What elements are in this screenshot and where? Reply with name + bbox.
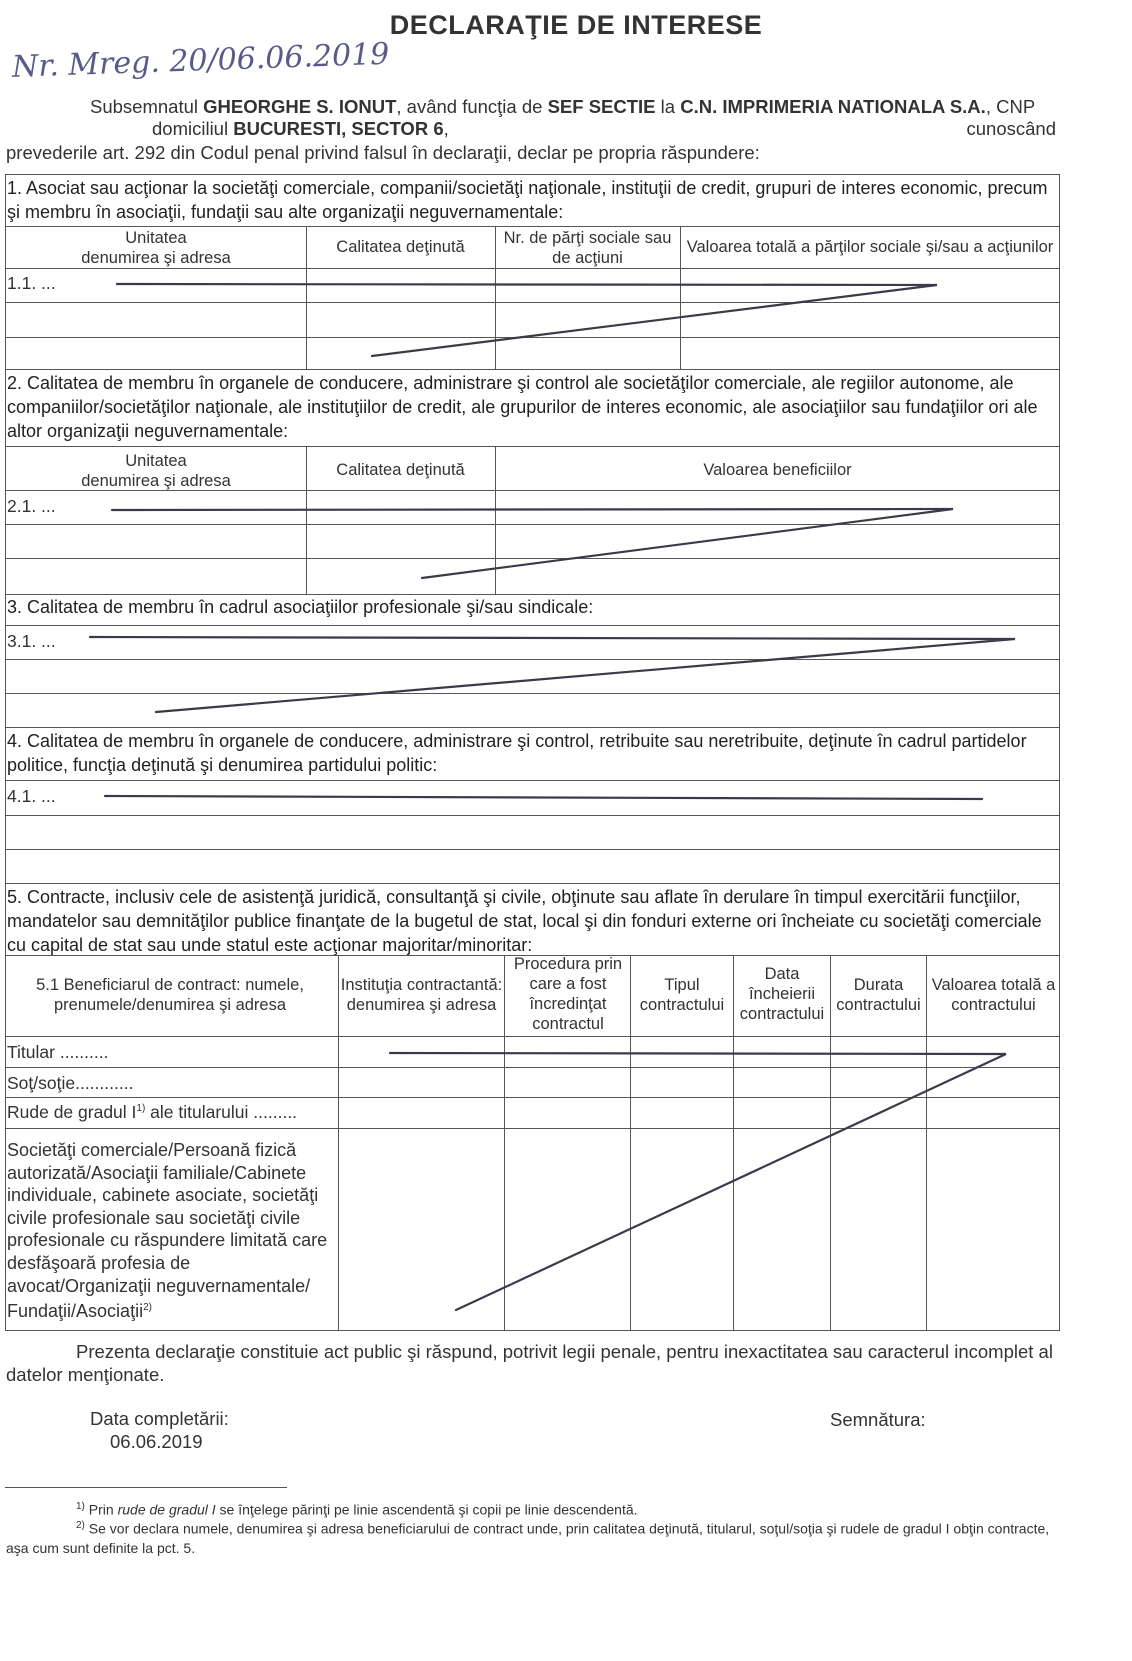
- footnote-divider: [5, 1487, 287, 1488]
- date-value: 06.06.2019: [110, 1431, 203, 1452]
- header-line: de acţiuni: [552, 249, 623, 267]
- footnote-emphasis: rude de gradul I: [117, 1501, 216, 1518]
- s1-row-label: 1.1. ...: [7, 273, 56, 293]
- footnote-2: [6, 1516, 1060, 1558]
- strike-z-section5: [390, 1053, 1006, 1310]
- s5-col-institutia: Instituţia contractantă: denumirea şi adresa: [340, 976, 503, 1014]
- s5-row-titular: Titular ..........: [7, 1042, 109, 1062]
- header-line: Unitatea: [125, 229, 187, 247]
- intro-domiciliul: domiciliul: [152, 118, 229, 139]
- intro-subsemnatul: Subsemnatul: [90, 96, 198, 117]
- section4-text: 4. Calitatea de membru în organele de conducere, administrare şi control, retribuite sau neretribuite, deţinute în cadrul partidelor politice, funcţia deţinută şi denumirea partidului politic:: [7, 731, 1027, 775]
- row-text: ale titularului .........: [145, 1102, 298, 1122]
- section3-text: 3. Calitatea de membru în cadrul asociaţiilor profesionale şi/sau sindicale:: [7, 597, 594, 617]
- section1-text: 1. Asociat sau acţionar la societăţi comerciale, companii/societăţi naţionale, instituţii de credit, grupuri de interes economic, precum şi membru în asociaţii, fundaţii sau alte organizaţii neguvernamentale:: [7, 178, 1048, 222]
- s2-col-calitatea: Calitatea deţinută: [336, 461, 465, 479]
- declarant-address: BUCURESTI, SECTOR 6: [233, 118, 444, 139]
- footnote-ref: 2): [143, 1302, 152, 1314]
- header-line: Unitatea: [125, 452, 187, 470]
- footnote-text: Se vor declara numele, denumirea şi adresa beneficiarului de contract unde, prin calitatea deţinută, titularul, soţul/soţia şi rudele de gradul I obţin contracte, aşa cum sunt definite la pct. 5.: [6, 1520, 1050, 1556]
- declarant-institution: C.N. IMPRIMERIA NATIONALA S.A.: [680, 96, 986, 117]
- s5-col-beneficiar: 5.1 Beneficiarul de contract: numele, prenumele/denumirea şi adresa: [36, 976, 304, 1014]
- footnote-mark: 2): [76, 1520, 85, 1531]
- s5-col-valoarea: Valoarea totală a contractului: [931, 976, 1056, 1014]
- s3-row-label: 3.1. ...: [7, 631, 56, 651]
- s4-row-label: 4.1. ...: [7, 786, 56, 806]
- strike-z-section2: [112, 509, 953, 578]
- date-label: Data completării:: [90, 1408, 229, 1429]
- intro-comma: ,: [443, 118, 449, 139]
- s5-col-data: Data încheierii contractului: [739, 965, 825, 1023]
- footnote-text: Prin: [88, 1501, 118, 1518]
- row-text: Societăţi comerciale/Persoană fizică autorizată/Asociaţii familiale/Cabinete individuale, cabinete asociate, societăţi civile profesionale sau societăţi civile profesionale cu răspundere limitată care desfăşoară profesia de avocat/Organizaţii neguvernamentale/ Fundaţii/Asociaţii: [7, 1140, 328, 1322]
- intro-cunoscand: cunoscând: [966, 118, 1056, 139]
- section2-text: 2. Calitatea de membru în organele de conducere, administrare şi control ale societăţilor comerciale, ale regiilor autonome, ale companiilor/societăţilor naţionale, ale instituţiilor de credit, ale grupurilor de interes economic, ale asociaţiilor sau fundaţiilor ori ale altor organizaţii neguvernamentale:: [7, 373, 1038, 441]
- intro-cnp: , CNP: [985, 96, 1036, 117]
- strike-z-section4: [105, 796, 982, 799]
- footnote-mark: 1): [76, 1501, 85, 1512]
- signature-label: Semnătura:: [830, 1409, 926, 1430]
- s2-col-valoarea-beneficiilor: Valoarea beneficiilor: [703, 461, 852, 479]
- s1-col-valoarea: Valoarea totală a părţilor sociale şi/sau a acţiunilor: [686, 238, 1054, 256]
- declarant-name: GHEORGHE S. IONUT: [203, 96, 397, 117]
- strike-z-section1: [117, 284, 937, 356]
- row-text: Rude de gradul I: [7, 1102, 137, 1122]
- strike-z-section3: [90, 637, 1015, 712]
- declarant-function: SEF SECTIE: [547, 96, 656, 117]
- document-title: DECLARAŢIE DE INTERESE: [389, 10, 763, 40]
- section5-text: 5. Contracte, inclusiv cele de asistenţă juridică, consultanţă şi civile, obţinute sau aflate în derulare în timpul exercitării funcţiilor, mandatelor sau demnităţilor publice finanţate de la bugetul de stat, local şi din fonduri externe ori încheiate cu societăţi comerciale cu capital de stat sau unde statul este acţionar majoritar/minoritar:: [7, 887, 1042, 955]
- footnote-text: se înţelege părinţi pe linie ascendentă şi copii pe linie descendentă.: [215, 1501, 638, 1518]
- s5-col-durata: Durata contractului: [836, 976, 921, 1014]
- svg-text:Nr. Mreg. 20/06.06.2019: Nr. Mreg. 20/06.06.2019: [11, 36, 390, 85]
- s5-col-procedura: Procedura prin care a fost încredinţat contractul: [513, 955, 623, 1033]
- intro-function-label: , având funcţia de: [396, 96, 543, 117]
- s5-row-sot-sotie: Soţ/soţie............: [7, 1073, 134, 1093]
- footnote-ref: 1): [136, 1103, 146, 1115]
- header-line: denumirea şi adresa: [81, 472, 231, 490]
- s2-row-label: 2.1. ...: [7, 496, 56, 516]
- s1-col-calitatea: Calitatea deţinută: [336, 238, 465, 256]
- intro-la: la: [660, 96, 676, 117]
- header-line: Nr. de părţi sociale sau: [503, 229, 672, 247]
- intro-line-3: prevederile art. 292 din Codul penal privind falsul în declaraţii, declar pe propria răspundere:: [6, 142, 760, 163]
- closing-statement: Prezenta declaraţie constituie act public şi răspund, potrivit legii penale, pentru inexactitatea sau caracterul incomplet al datelor menţionate.: [6, 1341, 1053, 1385]
- s5-col-tipul: Tipul contractului: [639, 976, 725, 1014]
- header-line: denumirea şi adresa: [81, 249, 231, 267]
